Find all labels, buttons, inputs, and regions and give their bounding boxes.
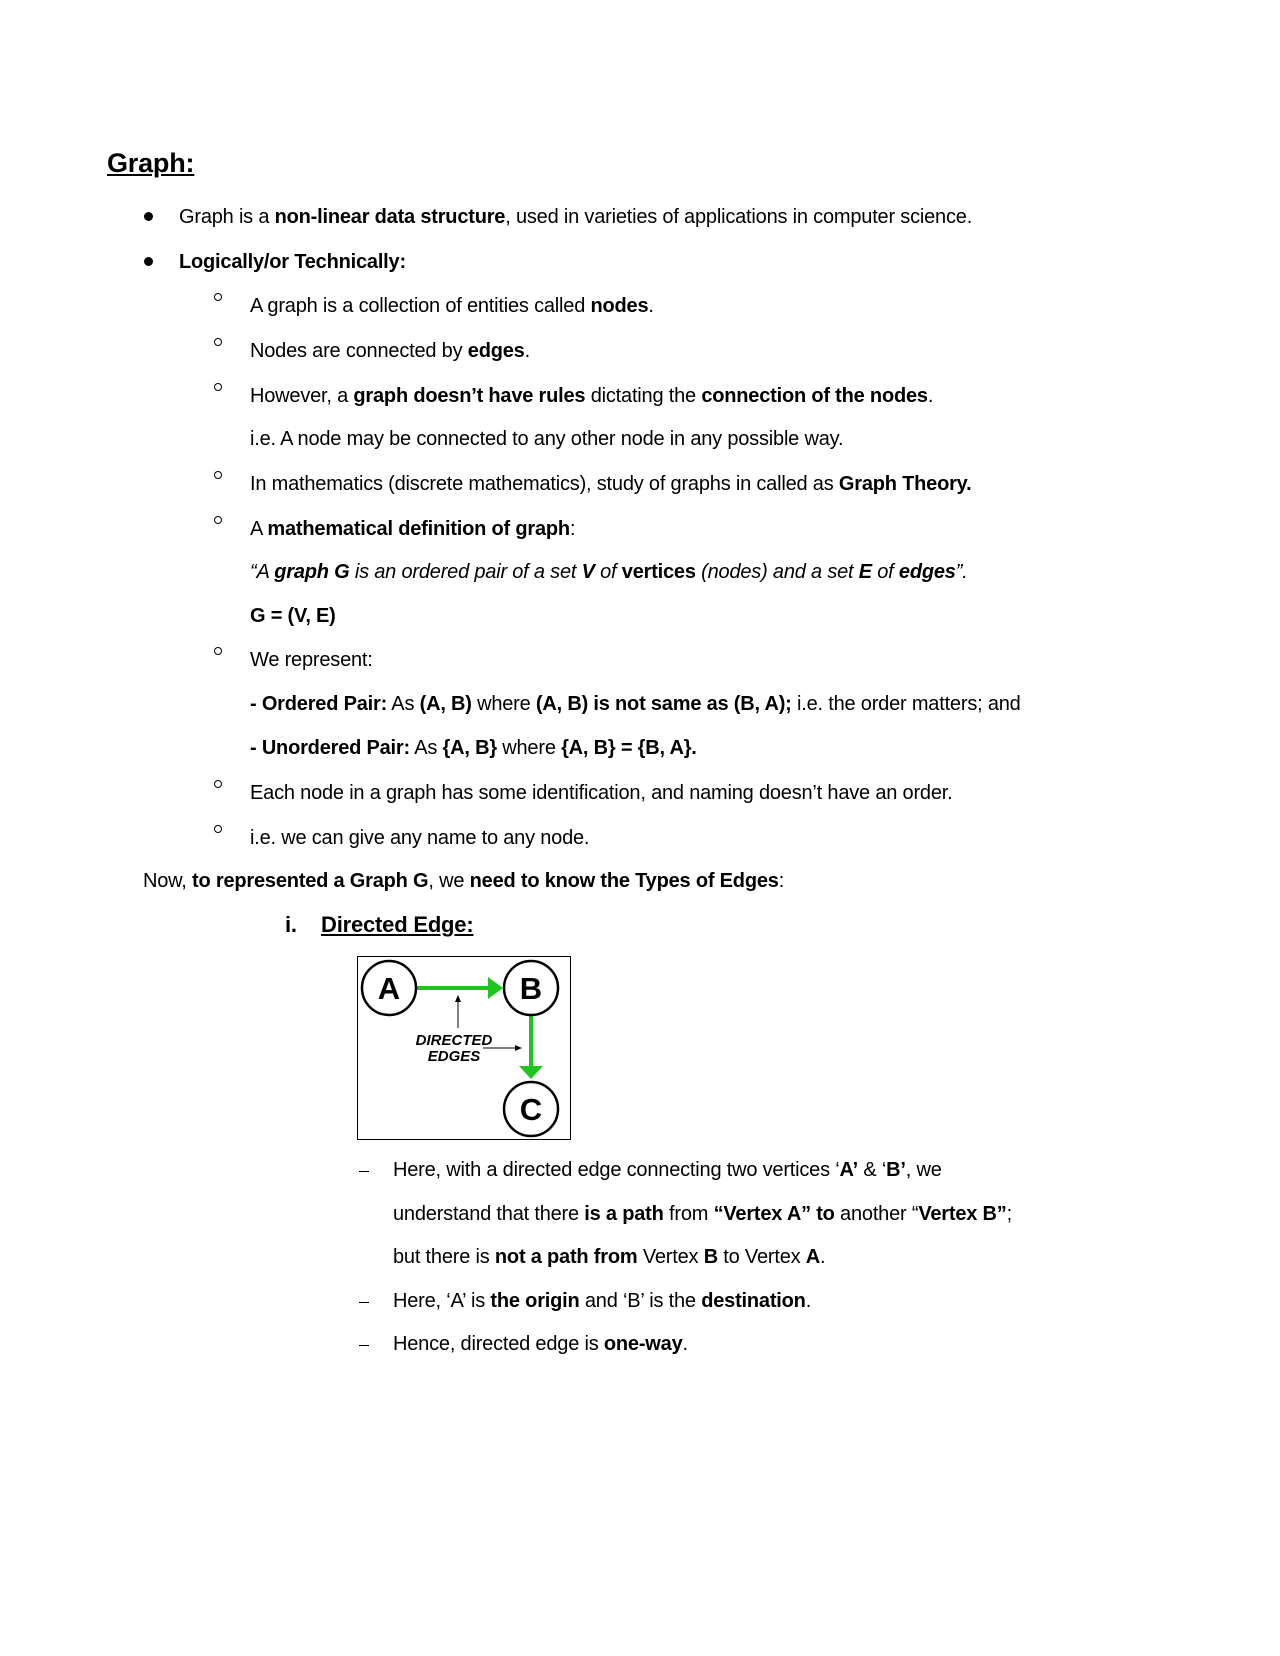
text-line — [393, 1201, 1012, 1227]
text-line — [393, 1331, 688, 1357]
text-segment: edges — [898, 561, 956, 583]
bullet-icon — [144, 212, 153, 221]
text-segment: , we — [905, 1159, 942, 1181]
text-segment: of — [594, 561, 622, 583]
text-segment: However, a — [250, 385, 354, 407]
text-line — [250, 471, 971, 497]
text-segment: vertices — [621, 561, 696, 583]
text-line — [250, 338, 530, 364]
text-line — [250, 426, 843, 452]
dash-bullet-icon — [359, 1302, 369, 1303]
text-segment: (A, B) — [419, 693, 472, 715]
circle-bullet-icon — [214, 780, 222, 788]
node-c-label: C — [519, 1092, 543, 1127]
text-segment: As — [387, 693, 420, 715]
text-segment: nodes — [590, 295, 649, 317]
text-segment: non-linear data structure — [274, 206, 506, 228]
text-line — [250, 780, 952, 806]
text-segment: where — [496, 737, 562, 759]
text-segment: . — [805, 1290, 812, 1312]
text-segment: G = (V, E) — [250, 605, 336, 627]
text-segment: Directed Edge: — [321, 912, 474, 937]
dash-bullet-icon — [359, 1345, 369, 1346]
circle-bullet-icon — [214, 647, 222, 655]
dash-bullet-icon — [359, 1171, 369, 1172]
text-segment: graph doesn’t have rules — [353, 385, 586, 407]
text-segment: dictating the — [585, 385, 702, 407]
text-line — [250, 825, 589, 851]
text-segment: . — [524, 340, 530, 362]
text-segment: of — [871, 561, 899, 583]
circle-bullet-icon — [214, 338, 222, 346]
text-segment: mathematical definition of graph — [267, 518, 570, 540]
text-segment: A’ — [839, 1159, 859, 1181]
text-line — [393, 1288, 811, 1314]
circle-bullet-icon — [214, 293, 222, 301]
text-segment: V — [581, 561, 595, 583]
text-segment: , we — [428, 870, 470, 892]
text-segment: Each node in a graph has some identification, and naming doesn’t have an order. — [250, 782, 953, 804]
text-segment: to represented a Graph G — [192, 870, 429, 892]
text-segment: Vertex B” — [918, 1203, 1007, 1225]
text-segment: from — [663, 1203, 714, 1225]
text-segment: where — [471, 693, 536, 715]
text-segment: to Vertex — [717, 1246, 806, 1268]
text-line — [179, 204, 972, 230]
text-segment: . — [648, 295, 654, 317]
text-segment: Vertex — [637, 1246, 704, 1268]
text-line — [393, 1244, 825, 1270]
text-segment: understand that there — [393, 1203, 585, 1225]
text-segment: Now, — [143, 870, 193, 892]
text-segment: not a path from — [494, 1246, 638, 1268]
text-segment: Nodes are connected by — [250, 340, 468, 362]
text-line — [250, 735, 697, 761]
text-segment: and ‘B’ is the — [579, 1290, 702, 1312]
text-line — [250, 293, 654, 319]
text-line — [179, 249, 406, 275]
text-segment: Logically/or Technically: — [179, 251, 406, 273]
text-segment: . — [820, 1246, 826, 1268]
circle-bullet-icon — [214, 825, 222, 833]
text-segment: A graph is a collection of entities called — [250, 295, 591, 317]
text-segment: Here, with a directed edge connecting two vertices ‘ — [393, 1159, 840, 1181]
text-segment: i.e. A node may be connected to any other node in any possible way. — [250, 428, 844, 450]
circle-bullet-icon — [214, 383, 222, 391]
text-segment: Here, ‘A’ is — [393, 1290, 491, 1312]
text-segment: We represent: — [250, 649, 373, 671]
text-segment: the origin — [490, 1290, 580, 1312]
text-segment: one-way — [603, 1333, 683, 1355]
bullet-icon — [144, 257, 153, 266]
text-segment: : — [778, 870, 785, 892]
text-segment: & ‘ — [858, 1159, 887, 1181]
text-segment: “A — [250, 561, 275, 583]
text-segment: B’ — [886, 1159, 906, 1181]
text-segment: ”. — [955, 561, 968, 583]
text-segment: B — [703, 1246, 718, 1268]
text-segment: . — [927, 385, 934, 407]
diagram-label-line1: DIRECTED — [415, 1032, 493, 1049]
page-title: Graph: — [107, 148, 195, 178]
text-segment: Hence, directed edge is — [393, 1333, 604, 1355]
text-segment: : — [569, 518, 576, 540]
directed-edge-diagram — [357, 956, 571, 1140]
text-segment: edges — [467, 340, 525, 362]
text-segment: In mathematics (discrete mathematics), study of graphs in called as — [250, 473, 839, 495]
text-segment: A — [805, 1246, 821, 1268]
text-segment: - Unordered Pair: — [250, 737, 410, 759]
text-segment: destination — [701, 1290, 806, 1312]
text-segment: , used in varieties of applications in computer science. — [505, 206, 973, 228]
text-segment: graph G — [274, 561, 350, 583]
text-segment: (A, B) is not same as (B, A); — [535, 693, 792, 715]
text-segment: . — [682, 1333, 688, 1355]
text-segment: i.e. we can give any name to any node. — [250, 827, 590, 849]
circle-bullet-icon — [214, 516, 222, 524]
text-line — [250, 516, 575, 542]
text-segment: another “ — [834, 1203, 919, 1225]
text-segment: {A, B} = {B, A}. — [561, 737, 697, 759]
text-line — [250, 383, 933, 409]
text-segment: is an ordered pair of a set — [349, 561, 582, 583]
text-segment: but there is — [393, 1246, 495, 1268]
text-segment: (nodes) and a set — [695, 561, 859, 583]
text-line — [250, 691, 1021, 717]
text-line — [143, 868, 784, 894]
text-segment: i.e. the order matters; and — [791, 693, 1021, 715]
diagram-label-line2: EDGES — [427, 1048, 481, 1065]
text-segment: connection of the nodes — [701, 385, 928, 407]
list-number: i. — [285, 912, 297, 937]
text-segment: Graph Theory. — [838, 473, 972, 495]
text-line — [393, 1157, 942, 1183]
text-segment: - Ordered Pair: — [250, 693, 388, 715]
text-segment: {A, B} — [442, 737, 497, 759]
text-segment: is a path — [584, 1203, 664, 1225]
text-line — [250, 559, 968, 585]
text-segment: A — [250, 518, 268, 540]
text-segment: need to know the Types of Edges — [469, 870, 779, 892]
text-segment: ; — [1006, 1203, 1012, 1225]
text-segment: E — [858, 561, 872, 583]
section-heading — [321, 912, 473, 938]
text-segment: “Vertex A” to — [713, 1203, 835, 1225]
text-line — [250, 647, 373, 673]
node-b-label: B — [519, 971, 543, 1006]
node-a-label: A — [377, 971, 401, 1006]
text-segment: As — [409, 737, 443, 759]
circle-bullet-icon — [214, 471, 222, 479]
text-segment: Graph is a — [179, 206, 275, 228]
text-line — [250, 603, 336, 629]
